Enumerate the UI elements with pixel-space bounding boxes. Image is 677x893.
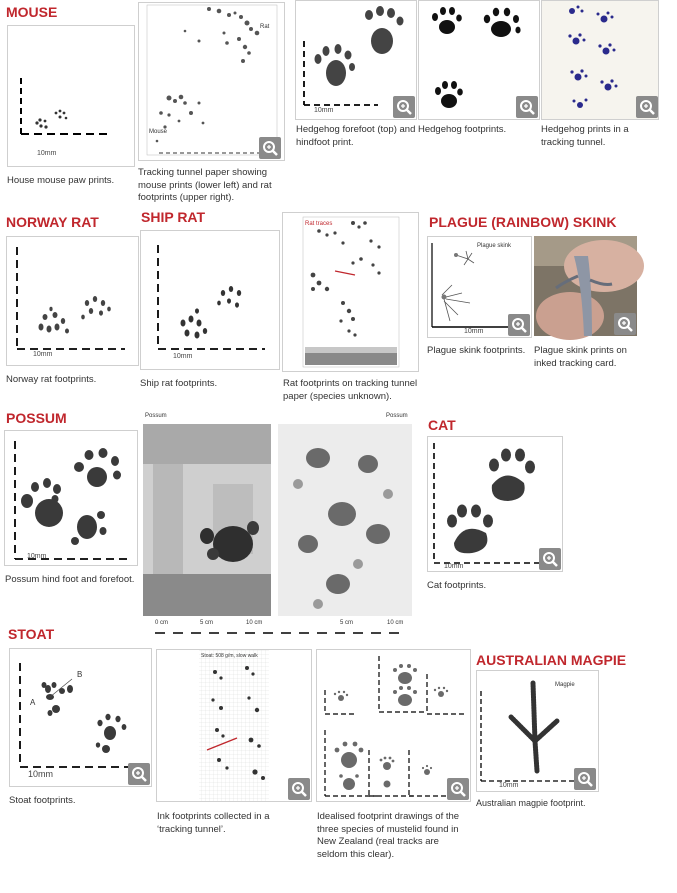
- ink-footprints-tunnel-image[interactable]: [156, 649, 312, 802]
- zoom-magnifier-icon: [614, 313, 636, 335]
- caption-stoat: Stoat footprints.: [9, 795, 76, 806]
- ship-rat-footprints-image[interactable]: [140, 230, 280, 370]
- zoom-magnifier-icon: [393, 96, 415, 118]
- zoom-button[interactable]: [539, 548, 561, 570]
- caption-rat-tunnel: Rat footprints on tracking tunnel paper (species unknown).: [283, 378, 418, 402]
- caption-hedgehog-tunnel: Hedgehog prints in a tracking tunnel.: [541, 124, 629, 148]
- zoom-button[interactable]: [516, 96, 538, 118]
- plague-skink-image-label: Plague skink: [477, 243, 512, 249]
- possum-scale-10cm-b: 10 cm: [387, 620, 404, 626]
- caption-hedgehog-fore-hind: Hedgehog forefoot (top) and hindfoot print.: [296, 124, 416, 148]
- possum-photo-2-drawing: [278, 424, 412, 616]
- possum-tunnel-photo-1[interactable]: [143, 413, 271, 616]
- magpie-scale-label: 10mm: [499, 782, 519, 789]
- zoom-magnifier-icon: [636, 96, 658, 118]
- possum-footprints-image[interactable]: [4, 430, 138, 566]
- rat-traces-label: Rat traces: [305, 221, 333, 227]
- mustelid-drawings-image[interactable]: [316, 649, 471, 802]
- caption-mouse-prints: House mouse paw prints.: [7, 175, 115, 186]
- stoat-footprints-image[interactable]: [9, 648, 152, 787]
- caption-tracking-tunnel-paper: Tracking tunnel paper showing mouse prints (lower left) and rat footprints (upper right).: [138, 167, 272, 203]
- hedgehog-scale-label: 10mm: [314, 107, 334, 114]
- zoom-magnifier-icon: [516, 96, 538, 118]
- caption-plague-skink-card: Plague skink prints on inked tracking card.: [534, 345, 627, 369]
- caption-cat: Cat footprints.: [427, 580, 487, 591]
- hedgehog-fore-hind-image[interactable]: [295, 0, 417, 120]
- section-title-stoat: STOAT: [8, 626, 55, 642]
- ship-rat-drawing: [141, 231, 279, 369]
- rat-tunnel-paper-image[interactable]: [282, 212, 419, 372]
- zoom-magnifier-icon: [574, 768, 596, 790]
- norway-rat-scale-label: 10mm: [33, 351, 53, 358]
- zoom-button[interactable]: [393, 96, 415, 118]
- section-title-plague-skink: PLAGUE (RAINBOW) SKINK: [429, 214, 617, 230]
- rat-tunnel-drawing: [283, 213, 418, 371]
- caption-ship-rat: Ship rat footprints.: [140, 378, 218, 389]
- magpie-footprint-image[interactable]: [476, 670, 599, 792]
- section-title-ship-rat: SHIP RAT: [141, 209, 206, 225]
- possum-photo-1-drawing: [143, 424, 271, 616]
- cat-footprints-image[interactable]: [427, 436, 563, 572]
- tracking-tunnel-paper-image[interactable]: [138, 2, 285, 161]
- possum-scale-5cm: 5 cm: [200, 620, 214, 626]
- section-title-norway-rat: NORWAY RAT: [6, 214, 99, 230]
- possum-scale-label: 10mm: [27, 553, 47, 560]
- tunnel-mouse-label: Mouse: [149, 129, 168, 135]
- stoat-label-b: B: [77, 670, 83, 679]
- caption-norway-rat: Norway rat footprints.: [6, 374, 97, 385]
- zoom-button[interactable]: [614, 313, 636, 335]
- possum-photo-1-label: Possum: [145, 413, 167, 419]
- caption-plague-skink: Plague skink footprints.: [427, 345, 526, 356]
- zoom-button[interactable]: [508, 314, 530, 336]
- mouse-prints-drawing: [8, 26, 134, 166]
- zoom-magnifier-icon: [447, 778, 469, 800]
- zoom-button[interactable]: [447, 778, 469, 800]
- possum-drawing: [5, 431, 137, 565]
- zoom-button[interactable]: [636, 96, 658, 118]
- possum-tunnel-photo-2[interactable]: [278, 413, 412, 616]
- caption-hedgehog-prints: Hedgehog footprints.: [418, 124, 507, 135]
- skink-scale-label: 10mm: [464, 328, 484, 335]
- caption-mustelid: Idealised footprint drawings of the three species of mustelid found in New Zealand (real tracks are seldom this clear).: [317, 811, 460, 860]
- norway-rat-footprints-image[interactable]: [6, 236, 139, 366]
- plague-skink-card-photo[interactable]: [534, 236, 637, 336]
- possum-scale-0cm: 0 cm: [155, 620, 169, 626]
- stoat-scale-label: 10mm: [28, 769, 54, 779]
- caption-magpie: Australian magpie footprint.: [476, 798, 586, 808]
- ink-tunnel-note: Stoat: 508 g/m, slow walk: [201, 653, 258, 659]
- zoom-magnifier-icon: [539, 548, 561, 570]
- zoom-button[interactable]: [288, 778, 310, 800]
- zoom-magnifier-icon: [259, 137, 281, 159]
- possum-photo-scale-bar: [155, 629, 405, 637]
- caption-possum: Possum hind foot and forefoot.: [5, 574, 135, 585]
- ship-rat-scale-label: 10mm: [173, 353, 193, 360]
- section-title-possum: POSSUM: [6, 410, 67, 426]
- section-title-australian-magpie: AUSTRALIAN MAGPIE: [476, 652, 627, 668]
- magpie-image-label: Magpie: [555, 682, 575, 688]
- zoom-button[interactable]: [574, 768, 596, 790]
- zoom-magnifier-icon: [128, 763, 150, 785]
- section-title-mouse: MOUSE: [6, 4, 58, 20]
- zoom-magnifier-icon: [508, 314, 530, 336]
- tunnel-rat-label: Rat: [260, 24, 270, 30]
- caption-ink-tunnel: Ink footprints collected in a ‘tracking tunnel’.: [157, 811, 270, 835]
- possum-scale-5cm-b: 5 cm: [340, 620, 354, 626]
- possum-scale-10cm: 10 cm: [246, 620, 263, 626]
- hedgehog-tunnel-image[interactable]: [541, 0, 659, 120]
- mouse-paw-prints-image[interactable]: [7, 25, 135, 167]
- mouse-scale-label: 10mm: [37, 150, 57, 157]
- cat-scale-label: 10mm: [444, 563, 464, 570]
- zoom-button[interactable]: [259, 137, 281, 159]
- section-title-cat: CAT: [428, 417, 456, 433]
- stoat-label-a: A: [30, 698, 36, 707]
- plague-skink-footprints-image[interactable]: [427, 236, 532, 338]
- zoom-button[interactable]: [128, 763, 150, 785]
- hedgehog-footprints-image[interactable]: [418, 0, 540, 120]
- norway-rat-drawing: [7, 237, 138, 365]
- zoom-magnifier-icon: [288, 778, 310, 800]
- possum-photo-2-label: Possum: [386, 413, 408, 419]
